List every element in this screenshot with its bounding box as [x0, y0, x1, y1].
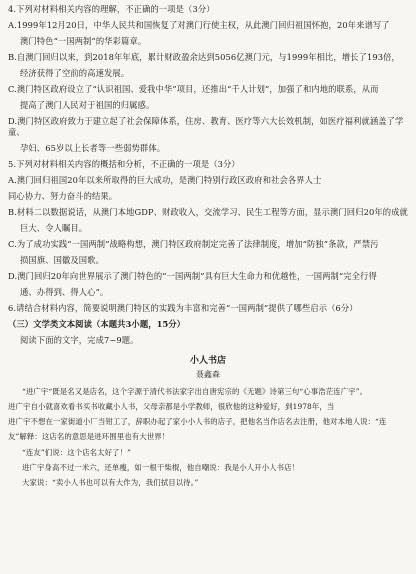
story-line: 进广宇身高不过一米六，还单瘦，如一根干柴棍，他自嘲说：我是小人开小人书店！ — [22, 462, 300, 472]
question-line-q5-stem: 5.下列对材料相关内容的概括和分析，不正确的一项是（3分） — [8, 159, 240, 170]
question-line-q5-d2: 通、办得到、得人心”。 — [20, 287, 109, 298]
question-line-q5-c1: C.为了成功实践“一国两制”战略构想，澳门特区政府制定完善了法律制度，增加“防独”条款，严禁污 — [8, 239, 379, 250]
question-line-q6-stem: 6.请结合材料内容，简要说明澳门特区的实践为丰富和完善“一国两制”提供了哪些启示（6分） — [8, 303, 358, 314]
question-line-q4-stem: 4.下列对材料相关内容的理解，不正确的一项是（3分） — [8, 4, 215, 14]
story-line: “进广宇“既是名又是店名，这个字源于清代书法家字出自唐宪宗的《无题》诗第三句“心事浩茫连广宇”。 — [22, 386, 368, 396]
question-line-section-3: （三）文学类文本阅读（本题共3小题，15分） — [8, 319, 186, 330]
question-line-q5-b2: 巨大、令人瞩目。 — [20, 223, 88, 234]
question-line-q4-c1: C.澳门特区政府设立了“认识祖国、爱我中华”项目，还推出“千人计划”，加强了和内地的联系，从而 — [8, 83, 379, 94]
question-line-q4-d2: 孕妇、65岁以上长者等一些弱势群体。 — [20, 143, 166, 154]
story-body — [8, 386, 408, 488]
question-line-q4-d1: D.澳门特区政府致力于建立起了社会保障体系，住房、教育、医疗等六大长效机制，如医疗福利就涵盖了学童、 — [8, 115, 404, 138]
question-line-q4-a1: A.1999年12月20日，中华人民共和国恢复了对澳门行使主权，从此澳门回归祖国怀抱，20年来谱写了 — [8, 19, 390, 30]
question-line-q5-b1: B.材料二以数据说话，从澳门本地GDP、财政收入，交流学习、民生工程等方面，显示澳门回归20年的成就 — [8, 207, 408, 218]
question-line-q5-d1: D.澳门回归20年向世界展示了澳门特色的“一国两制”具有巨大生命力和优越性，一国两制“完全行得 — [8, 271, 377, 282]
question-line-q4-c2: 提高了澳门人民对于祖国的归属感。 — [20, 99, 155, 110]
story-line: 进广宇不想在一家街道小厂当钳工了，辞职办起了家小小人书的店子，把他名当作店名去注册，他对本地人说：“连 — [8, 417, 387, 427]
question-line-q4-b2: 经济获得了空前的高速发展。 — [20, 67, 130, 78]
story-author: 聂鑫森 — [196, 369, 220, 379]
question-line-q5-c2: 损国旗、国徽及国歌。 — [20, 255, 104, 266]
story-line: 大家说：“卖小人书也可以有大作为，我们拭目以待。” — [22, 478, 199, 488]
question-line-instruction: 阅读下面的文字，完成7~9题。 — [20, 335, 139, 346]
story-line: 友”解释：这店名的意思是进环围里也有大世界！ — [8, 432, 170, 442]
story-line: “连友”们说：这个店名太好了！” — [22, 447, 132, 457]
question-line-q5-a2: 同心协力、努力奋斗的结果。 — [8, 191, 118, 202]
story-line: 进广宇自小就喜欢看书买书收藏小人书，父母亲都是小学教师，很欣他的这种爱好，到1978年，当 — [8, 402, 335, 412]
story-title: 小人书店 — [189, 355, 226, 366]
question-line-q5-a1: A.澳门回归祖国20年以来所取得的巨大成功，是澳门特别行政区政府和社会各界人士 — [8, 175, 322, 186]
question-line-q4-b1: B.自澳门回归以来，到2018年年底，累计财政盈余达到5056亿澳门元，与1999年相比，增长了193倍， — [8, 51, 400, 62]
questions-block — [8, 4, 408, 347]
question-line-q4-a2: 澳门特色“一国两制”的华彩篇章。 — [20, 35, 147, 46]
